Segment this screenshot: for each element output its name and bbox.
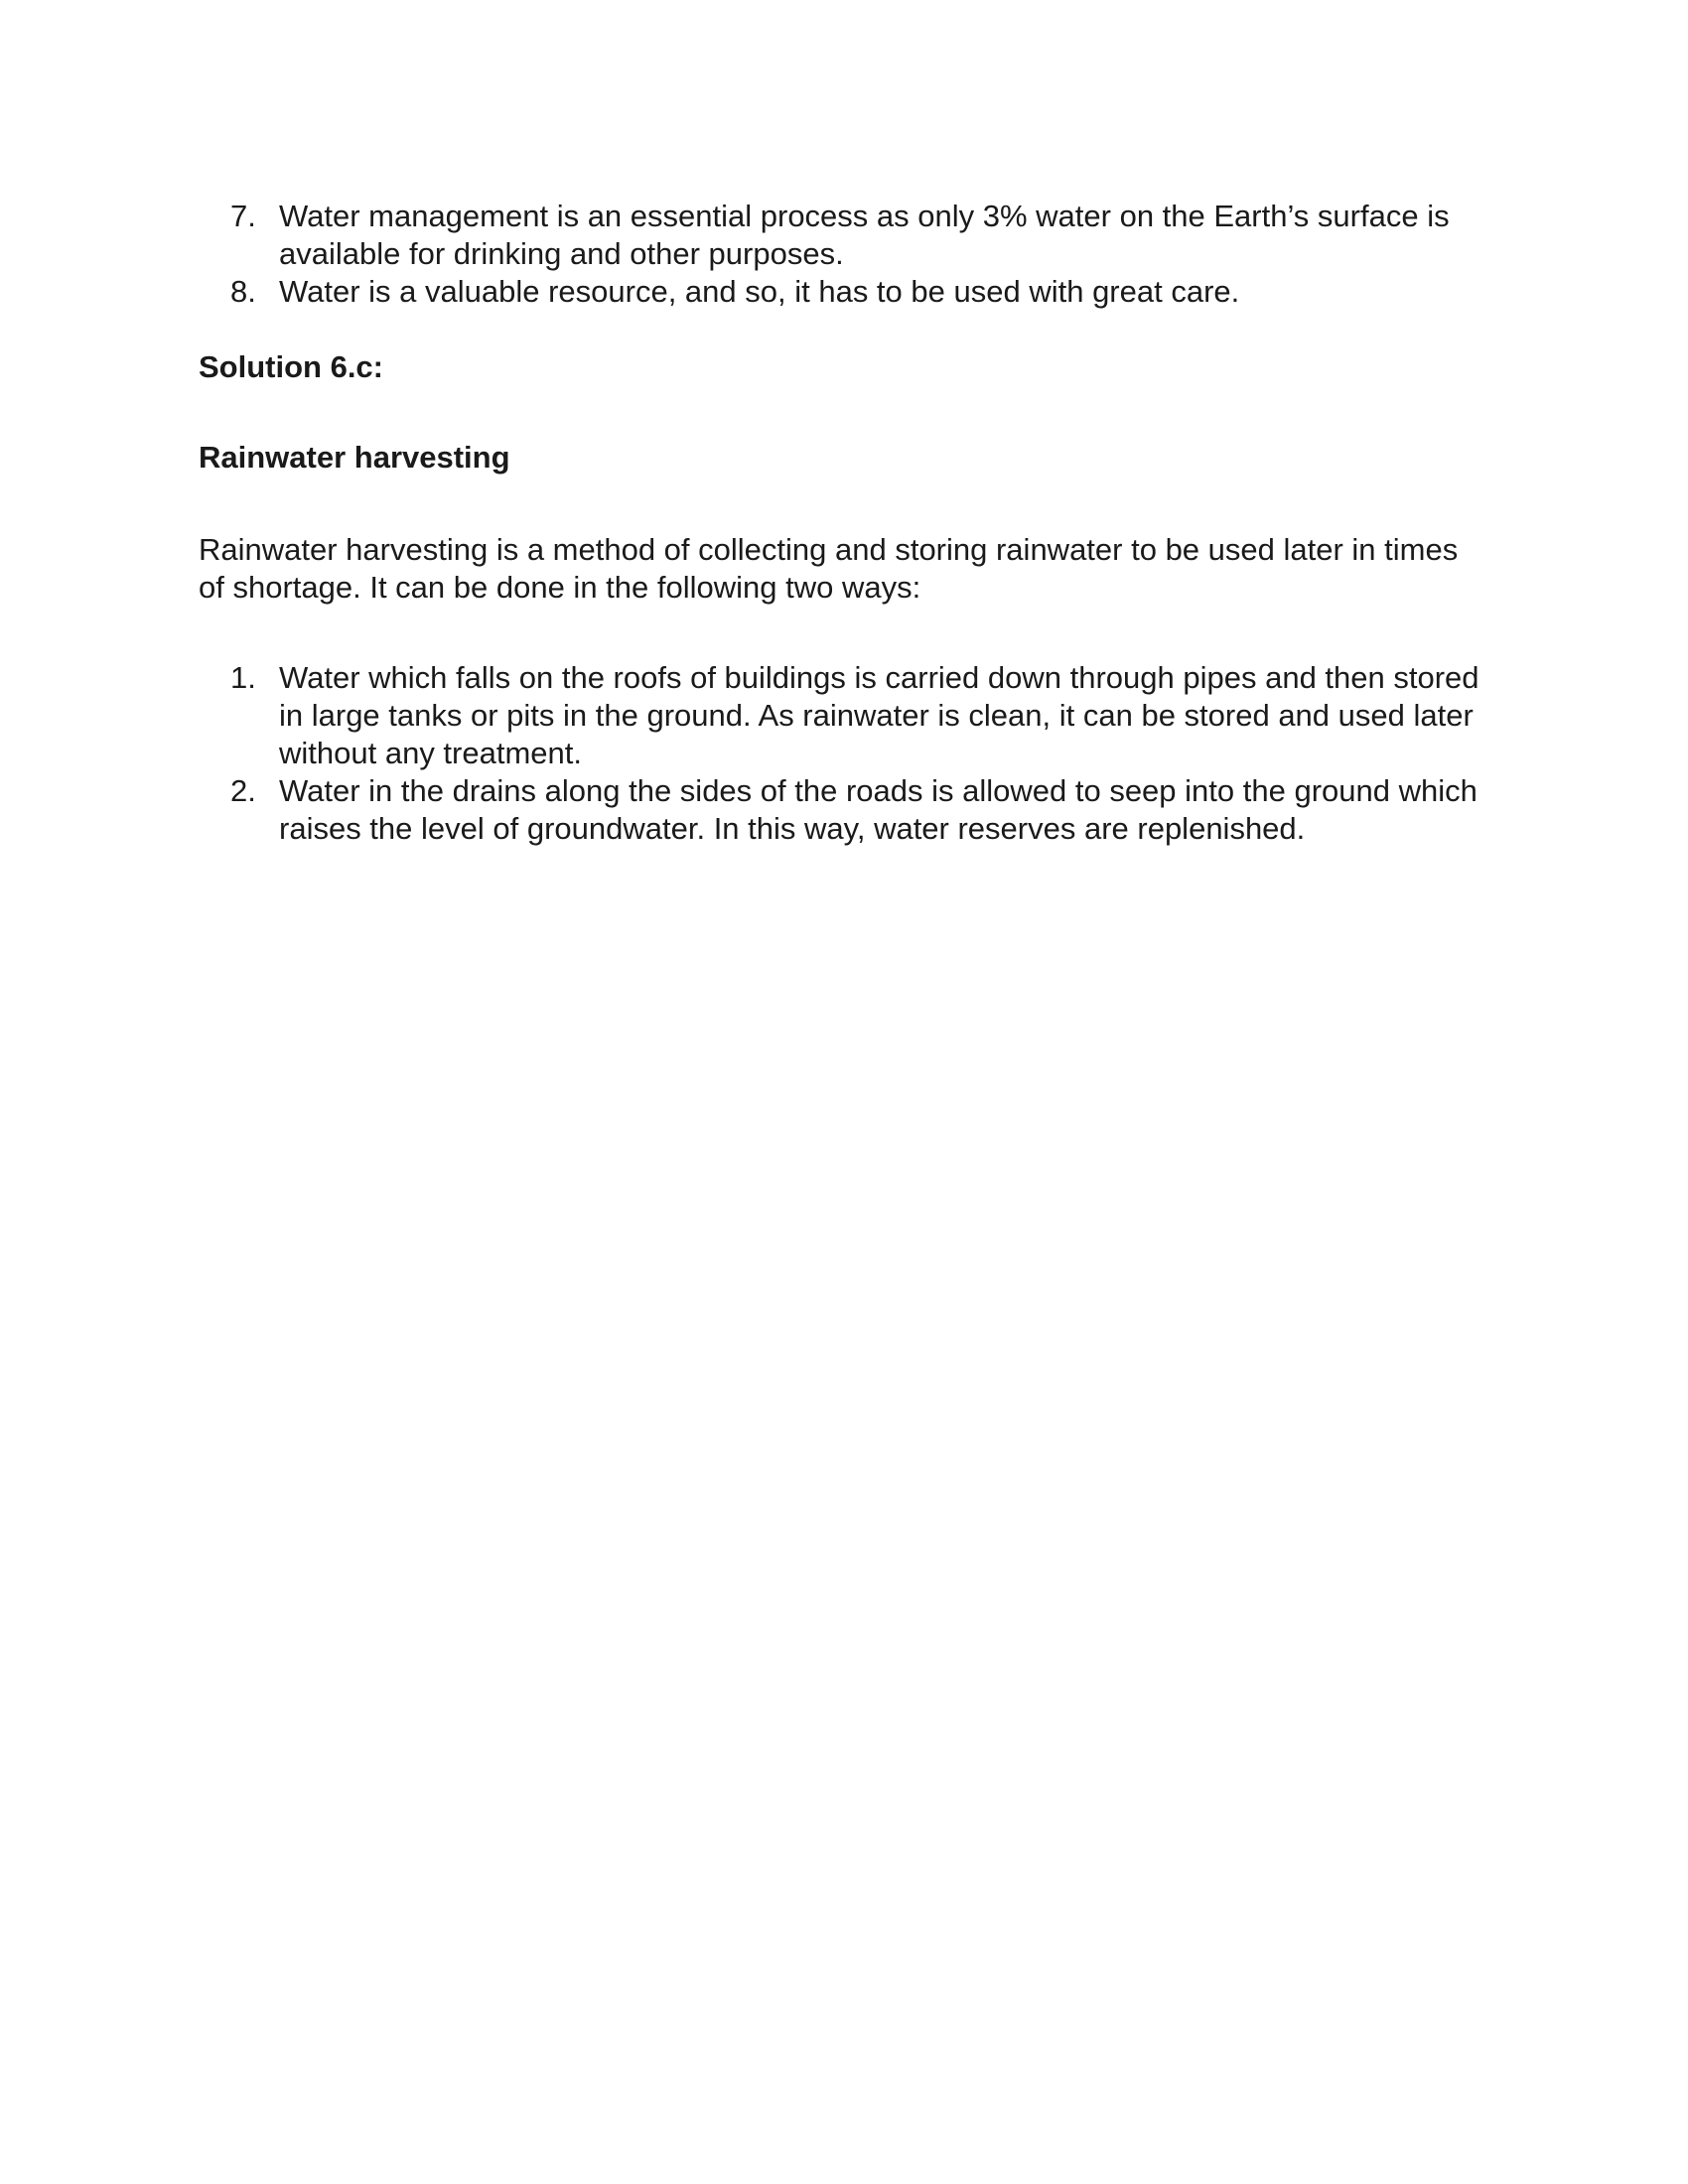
solution-heading: Solution 6.c: bbox=[199, 349, 383, 384]
intro-paragraph: Rainwater harvesting is a method of collecting and storing rainwater to be used later in times of shortage. It can be done in the following two ways: bbox=[199, 532, 1459, 605]
list-item-text: Water in the drains along the sides of the roads is allowed to seep into the ground which raises the level of groundwater. In this way, water reserves are replenished. bbox=[279, 773, 1477, 846]
list-item-number: 8. bbox=[230, 274, 256, 309]
list-item bbox=[230, 772, 1491, 848]
list-item-number: 7. bbox=[230, 199, 256, 233]
list-item bbox=[230, 659, 1491, 772]
list-item-number: 2. bbox=[230, 773, 256, 808]
top-numbered-list bbox=[230, 198, 1491, 311]
list-item-text: Water management is an essential process as only 3% water on the Earth’s surface is available for drinking and other purposes. bbox=[279, 199, 1450, 271]
list-item-text: Water which falls on the roofs of buildings is carried down through pipes and then stored in large tanks or pits in the ground. As rainwater is clean, it can be stored and used later without any treatment. bbox=[279, 660, 1479, 770]
section-heading: Rainwater harvesting bbox=[199, 440, 510, 475]
list-item-text: Water is a valuable resource, and so, it has to be used with great care. bbox=[279, 274, 1240, 309]
list-item bbox=[230, 273, 1491, 311]
list-item-number: 1. bbox=[230, 660, 256, 695]
ways-numbered-list bbox=[230, 659, 1491, 848]
list-item bbox=[230, 198, 1491, 273]
